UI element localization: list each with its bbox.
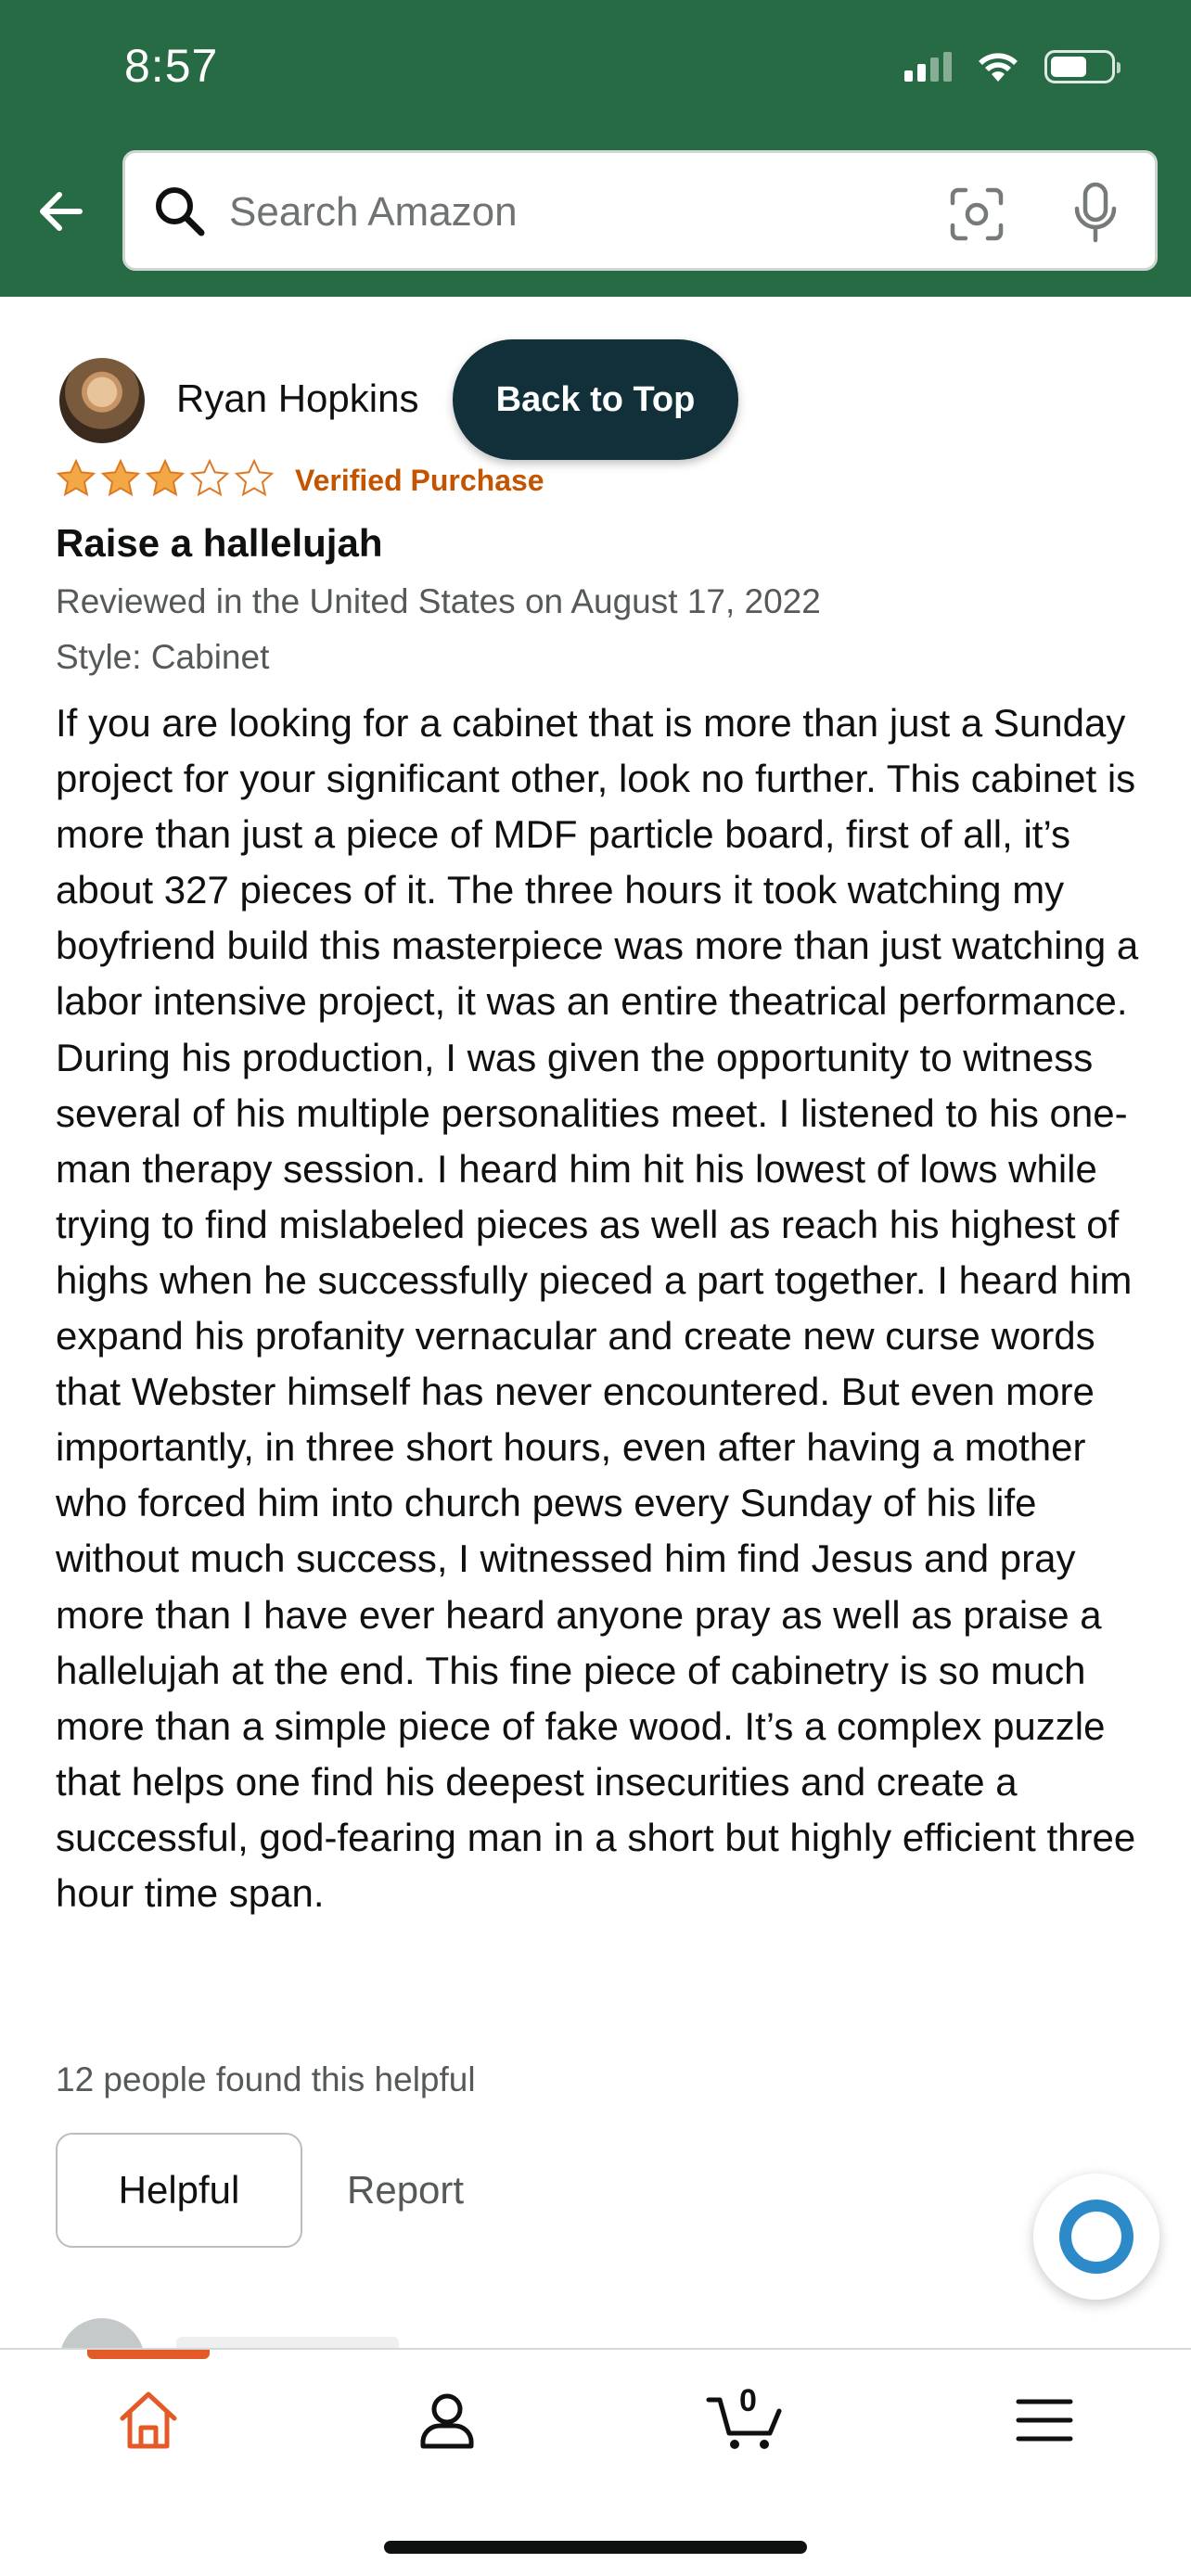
star-empty-icon [189,458,230,499]
home-indicator [384,2541,807,2554]
menu-icon[interactable] [1011,2387,1078,2454]
status-time: 8:57 [124,40,219,92]
verified-purchase-badge: Verified Purchase [295,464,544,497]
reviewer-avatar[interactable] [59,358,145,443]
alexa-icon [1057,2198,1135,2276]
star-rating [56,458,275,499]
review-date: Reviewed in the United States on August 17, 2022 [56,582,821,620]
star-filled-icon [56,458,96,499]
cellular-signal-icon [904,52,952,82]
helpful-button[interactable]: Helpful [56,2133,302,2248]
wifi-icon [976,50,1020,83]
helpful-count: 12 people found this helpful [56,2060,476,2098]
star-filled-icon [145,458,186,499]
home-icon[interactable] [115,2387,182,2454]
search-bar[interactable] [122,150,1158,271]
review-body: If you are looking for a cabinet that is more than just a Sunday project for your significant other, look no further. This cabinet is more than just a piece of MDF particle board, first of all, it’s about 327 pieces of it. The three hours it took watching my boyfriend build this masterpiece was more than just watching a labor intensive project, it was an entire theatrical performance. During his production, I was given the opportunity to witness several of his multiple personalities meet. I listened to his one-man therapy session. I heard him hit his lowest of lows while trying to find mislabeled pieces as well as reach his highest of highs when he successfully pieced a part together. I heard him expand his profanity vernacular and create new curse words that Webster himself has never encountered. But even more importantly, in three short hours, even after having a mother who forced him into church pews every Sunday of his life without much success, I witnessed him find Jesus and pray more than I have ever heard anyone pray as well as praise a hallelujah at the end. This fine piece of cabinetry is so much more than a simple piece of fake wood. It’s a complex puzzle that helps one find his deepest insecurities and create a successful, god-fearing man in a short but highly efficient three hour time span. [56,701,1139,1915]
profile-icon[interactable] [414,2387,480,2454]
reviewer-name[interactable]: Ryan Hopkins [176,376,419,420]
search-icon [151,183,209,240]
back-to-top-button[interactable]: Back to Top [453,339,738,460]
microphone-icon[interactable] [1069,181,1121,246]
battery-icon [1044,50,1115,83]
camera-scan-icon[interactable] [947,185,1006,244]
alexa-button[interactable] [1033,2174,1159,2300]
report-link[interactable]: Report [347,2168,465,2212]
review-title: Raise a hallelujah [56,521,383,565]
active-tab-indicator [87,2350,210,2359]
cart-count: 0 [739,2383,757,2418]
star-filled-icon [100,458,141,499]
review-style: Style: Cabinet [56,638,270,676]
back-arrow-icon[interactable] [33,184,89,239]
status-icons [904,50,1115,83]
search-input[interactable] [229,181,990,244]
app-header [0,0,1191,297]
star-empty-icon [234,458,275,499]
